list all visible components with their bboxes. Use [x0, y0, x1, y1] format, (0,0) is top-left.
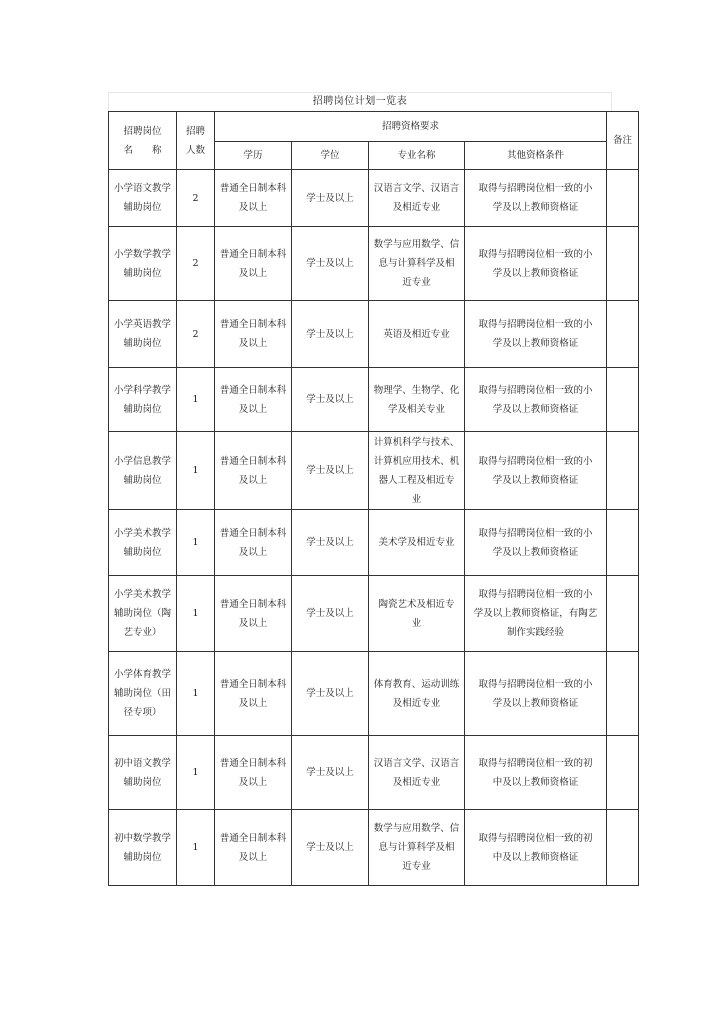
cell-post-name: 小学英语教学 辅助岗位: [109, 301, 177, 368]
header-post-name: 招聘岗位 名 称: [109, 112, 177, 170]
cell-remarks: [607, 810, 639, 886]
cell-degree: 学士及以上: [292, 432, 369, 510]
cell-remarks: [607, 432, 639, 510]
cell-count: 1: [177, 652, 215, 736]
cell-remarks: [607, 736, 639, 810]
cell-other: 取得与招聘岗位相一致的小 学及以上教师资格证: [465, 227, 607, 301]
header-education: 学历: [215, 142, 292, 170]
header-degree: 学位: [292, 142, 369, 170]
cell-education: 普通全日制本科 及以上: [215, 170, 292, 227]
cell-degree: 学士及以上: [292, 368, 369, 432]
header-row-1: [109, 112, 639, 142]
cell-count: 1: [177, 510, 215, 576]
cell-remarks: [607, 576, 639, 652]
cell-count: 1: [177, 736, 215, 810]
cell-degree: 学士及以上: [292, 227, 369, 301]
table-row: [109, 736, 639, 810]
cell-major: 汉语言文学、汉语言 及相近专业: [369, 736, 465, 810]
header-major: 专业名称: [369, 142, 465, 170]
cell-degree: 学士及以上: [292, 170, 369, 227]
cell-other: 取得与招聘岗位相一致的初 中及以上教师资格证: [465, 736, 607, 810]
table-row: [109, 432, 639, 510]
cell-degree: 学士及以上: [292, 652, 369, 736]
cell-education: 普通全日制本科 及以上: [215, 652, 292, 736]
cell-education: 普通全日制本科 及以上: [215, 432, 292, 510]
header-requirements: 招聘资格要求: [215, 112, 607, 142]
cell-other: 取得与招聘岗位相一致的小 学及以上教师资格证: [465, 368, 607, 432]
cell-degree: 学士及以上: [292, 301, 369, 368]
table-title: 招聘岗位计划一览表: [108, 92, 612, 111]
table-row: [109, 170, 639, 227]
cell-post-name: 小学数学教学 辅助岗位: [109, 227, 177, 301]
cell-post-name: 小学科学教学 辅助岗位: [109, 368, 177, 432]
cell-education: 普通全日制本科 及以上: [215, 576, 292, 652]
cell-post-name: 初中语文教学 辅助岗位: [109, 736, 177, 810]
header-other: 其他资格条件: [465, 142, 607, 170]
recruitment-table: [108, 111, 639, 886]
cell-other: 取得与招聘岗位相一致的小 学及以上教师资格证: [465, 510, 607, 576]
cell-count: 1: [177, 368, 215, 432]
cell-education: 普通全日制本科 及以上: [215, 227, 292, 301]
cell-count: 2: [177, 170, 215, 227]
cell-other: 取得与招聘岗位相一致的初 中及以上教师资格证: [465, 810, 607, 886]
cell-degree: 学士及以上: [292, 576, 369, 652]
cell-degree: 学士及以上: [292, 810, 369, 886]
table-row: [109, 227, 639, 301]
cell-remarks: [607, 170, 639, 227]
cell-remarks: [607, 227, 639, 301]
cell-other: 取得与招聘岗位相一致的小 学及以上教师资格证: [465, 301, 607, 368]
cell-major: 数学与应用数学、信 息与计算科学及相 近专业: [369, 810, 465, 886]
table-row: [109, 810, 639, 886]
cell-degree: 学士及以上: [292, 510, 369, 576]
table-row: [109, 368, 639, 432]
cell-major: 计算机科学与技术、 计算机应用技术、机 器人工程及相近专 业: [369, 432, 465, 510]
cell-major: 美术学及相近专业: [369, 510, 465, 576]
cell-count: 1: [177, 576, 215, 652]
cell-count: 2: [177, 301, 215, 368]
table-row: [109, 576, 639, 652]
table-row: [109, 301, 639, 368]
cell-count: 1: [177, 432, 215, 510]
cell-other: 取得与招聘岗位相一致的小 学及以上教师资格证，有陶艺 制作实践经验: [465, 576, 607, 652]
cell-post-name: 小学语文教学 辅助岗位: [109, 170, 177, 227]
cell-remarks: [607, 301, 639, 368]
cell-other: 取得与招聘岗位相一致的小 学及以上教师资格证: [465, 170, 607, 227]
cell-remarks: [607, 368, 639, 432]
cell-remarks: [607, 510, 639, 576]
cell-education: 普通全日制本科 及以上: [215, 736, 292, 810]
cell-education: 普通全日制本科 及以上: [215, 368, 292, 432]
cell-education: 普通全日制本科 及以上: [215, 301, 292, 368]
cell-count: 2: [177, 227, 215, 301]
cell-count: 1: [177, 810, 215, 886]
cell-major: 陶瓷艺术及相近专 业: [369, 576, 465, 652]
cell-post-name: 小学体育教学 辅助岗位（田 径专项）: [109, 652, 177, 736]
cell-major: 物理学、生物学、化 学及相关专业: [369, 368, 465, 432]
cell-post-name: 小学美术教学 辅助岗位（陶 艺专业）: [109, 576, 177, 652]
cell-other: 取得与招聘岗位相一致的小 学及以上教师资格证: [465, 432, 607, 510]
header-remarks: 备注: [607, 112, 639, 170]
cell-degree: 学士及以上: [292, 736, 369, 810]
table-row: [109, 510, 639, 576]
cell-education: 普通全日制本科 及以上: [215, 810, 292, 886]
cell-post-name: 初中数学教学 辅助岗位: [109, 810, 177, 886]
cell-major: 汉语言文学、汉语言 及相近专业: [369, 170, 465, 227]
cell-post-name: 小学美术教学 辅助岗位: [109, 510, 177, 576]
cell-remarks: [607, 652, 639, 736]
cell-post-name: 小学信息教学 辅助岗位: [109, 432, 177, 510]
cell-major: 体育教育、运动训练 及相近专业: [369, 652, 465, 736]
header-count: 招聘 人数: [177, 112, 215, 170]
table-row: [109, 652, 639, 736]
cell-major: 英语及相近专业: [369, 301, 465, 368]
cell-other: 取得与招聘岗位相一致的小 学及以上教师资格证: [465, 652, 607, 736]
cell-major: 数学与应用数学、信 息与计算科学及相 近专业: [369, 227, 465, 301]
cell-education: 普通全日制本科 及以上: [215, 510, 292, 576]
